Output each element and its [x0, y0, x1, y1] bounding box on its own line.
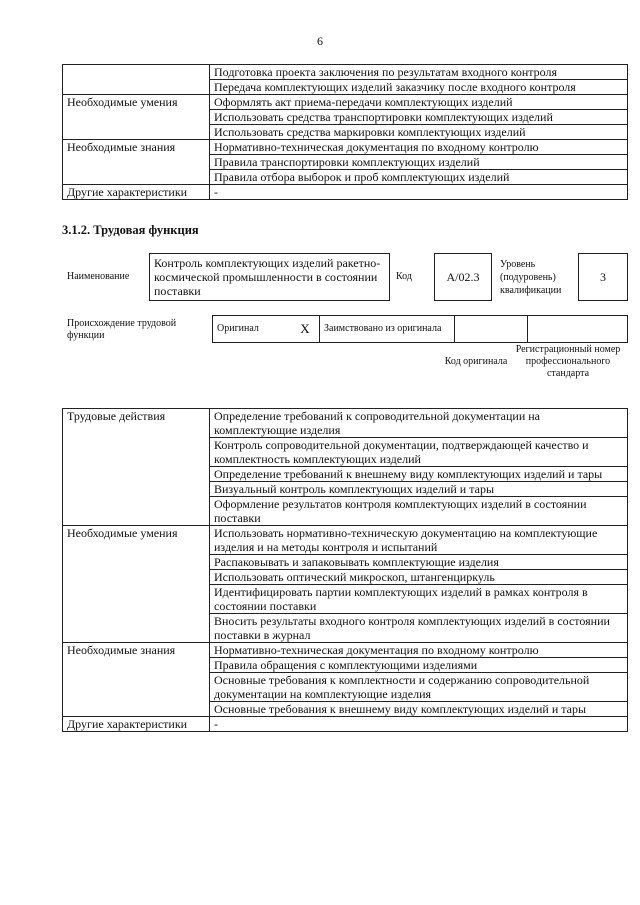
table-row	[63, 643, 628, 658]
top-requirements-table	[62, 64, 628, 200]
row-item: -	[210, 717, 628, 732]
table-row	[63, 95, 628, 110]
row-item: Определение требований к внешнему виду комплектующих изделий и тары	[210, 467, 628, 482]
function-code-value: А/02.3	[434, 253, 492, 301]
row-item: Вносить результаты входного контроля комплектующих изделий в состоянии поставки в журнал	[210, 614, 628, 643]
code-original-caption: Код оригинала	[444, 356, 508, 367]
row-item: Определение требований к сопроводительной документации на комплектующие изделия	[210, 409, 628, 438]
origin-borrowed-label: Заимствовано из оригинала	[320, 316, 455, 343]
table-row	[63, 65, 628, 80]
row-item: Визуальный контроль комплектующих изделий и тары	[210, 482, 628, 497]
reg-number-caption: Регистрационный номер профессионального стандарта	[515, 344, 621, 379]
row-category: Необходимые умения	[63, 95, 210, 140]
row-item: Контроль сопроводительной документации, подтверждающей качество и комплектность комплектующих изделий	[210, 438, 628, 467]
row-item: Правила транспортировки комплектующих изделий	[210, 155, 628, 170]
table-row	[63, 409, 628, 438]
origin-reg-cell	[528, 316, 628, 343]
row-item: Правила обращения с комплектующими изделиями	[210, 658, 628, 673]
level-value: 3	[578, 253, 628, 301]
row-item: Передача комплектующих изделий заказчику после входного контроля	[210, 80, 628, 95]
row-category	[63, 65, 210, 95]
bottom-requirements-table	[62, 408, 628, 732]
row-category: Необходимые знания	[63, 643, 210, 717]
row-category: Трудовые действия	[63, 409, 210, 526]
row-item: Использовать средства маркировки комплектующих изделий	[210, 125, 628, 140]
origin-table	[212, 315, 628, 343]
row-item: Оформление результатов контроля комплектующих изделий в состоянии поставки	[210, 497, 628, 526]
row-category: Необходимые умения	[63, 526, 210, 643]
row-item: -	[210, 185, 628, 200]
row-category: Другие характеристики	[63, 717, 210, 732]
origin-code-cell	[455, 316, 528, 343]
row-item: Правила отбора выборок и проб комплектующих изделий	[210, 170, 628, 185]
name-label: Наименование	[67, 271, 130, 282]
table-row	[63, 717, 628, 732]
table-row	[63, 526, 628, 555]
origin-original-label: Оригинал	[213, 316, 292, 343]
row-item: Оформлять акт приема-передачи комплектующих изделий	[210, 95, 628, 110]
page-number: 6	[317, 34, 323, 48]
row-item: Использовать средства транспортировки комплектующих изделий	[210, 110, 628, 125]
row-item: Нормативно-техническая документация по входному контролю	[210, 643, 628, 658]
origin-label: Происхождение трудовой функции	[67, 318, 177, 341]
row-category: Другие характеристики	[63, 185, 210, 200]
row-category: Необходимые знания	[63, 140, 210, 185]
row-item: Распаковывать и запаковывать комплектующие изделия	[210, 555, 628, 570]
row-item: Идентифицировать партии комплектующих изделий в рамках контроля в состоянии поставки	[210, 585, 628, 614]
level-label: Уровень (подуровень) квалификации	[500, 259, 562, 296]
table-row	[63, 185, 628, 200]
function-name-value: Контроль комплектующих изделий ракетно-космической промышленности в состоянии поставки	[149, 253, 390, 301]
code-label: Код	[396, 271, 412, 282]
row-item: Основные требования к комплектности и содержанию сопроводительной документации на комплектующие изделия	[210, 673, 628, 702]
row-item: Основные требования к внешнему виду комплектующих изделий и тары	[210, 702, 628, 717]
row-item: Подготовка проекта заключения по результатам входного контроля	[210, 65, 628, 80]
table-row	[63, 140, 628, 155]
row-item: Использовать нормативно-техническую документацию на комплектующие изделия и на методы контроля и испытаний	[210, 526, 628, 555]
origin-original-mark: X	[291, 316, 320, 343]
row-item: Использовать оптический микроскоп, штангенциркуль	[210, 570, 628, 585]
row-item: Нормативно-техническая документация по входному контролю	[210, 140, 628, 155]
section-heading: 3.1.2. Трудовая функция	[62, 223, 199, 237]
